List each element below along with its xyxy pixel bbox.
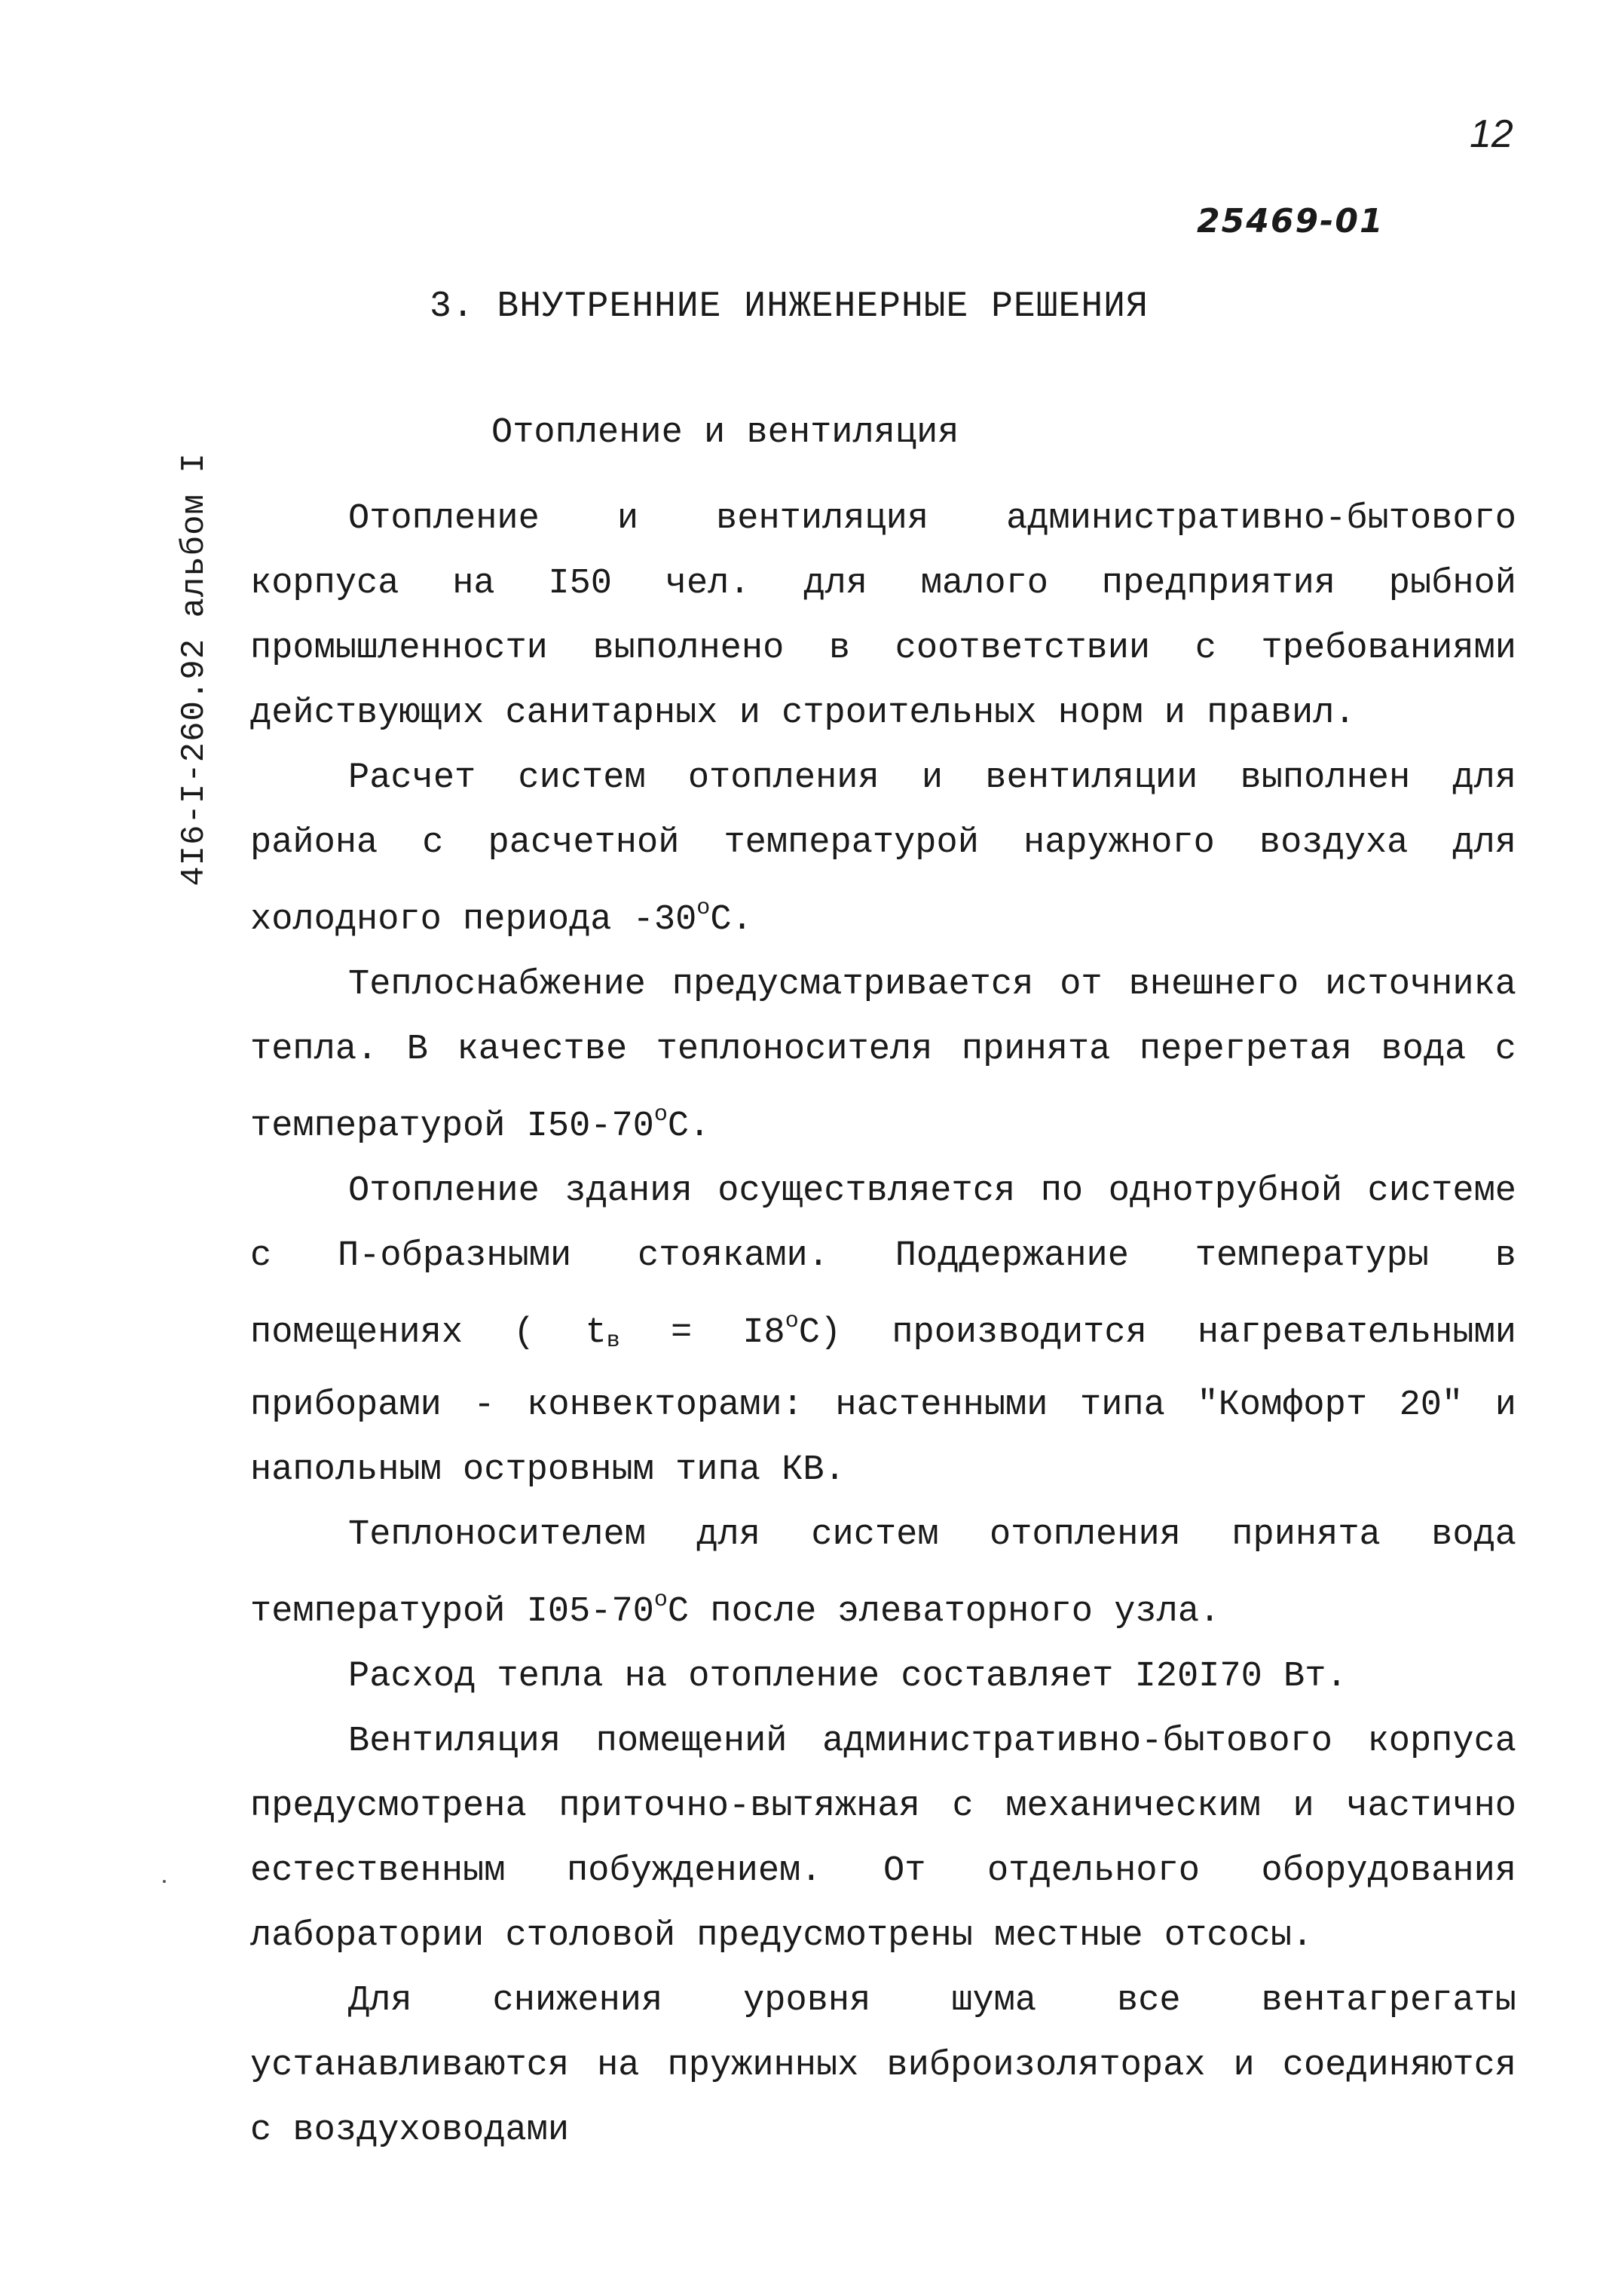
document-code: 25469-01 xyxy=(1197,202,1384,240)
subsection-heading: Отопление и вентиляция xyxy=(491,413,959,453)
degree-mark: о xyxy=(696,895,711,921)
paragraph-5 xyxy=(250,1503,1516,1645)
paragraph-8 xyxy=(250,1969,1516,2163)
margin-dot xyxy=(163,1880,166,1883)
paragraph-4-tail: С) производится нагревательными приборами - конвекторами: настенными типа "Комфорт 20" и напольным островным типа КВ. xyxy=(250,1313,1516,1490)
paragraph-6-text: Расход тепла на отопление составляет I20I70 Вт. xyxy=(348,1657,1348,1697)
paragraph-2-text: Расчет систем отопления и вентиляции выполнен для района с расчетной температурой наружного воздуха для холодного периода -30 xyxy=(250,758,1516,940)
paragraph-5-text: Теплоносителем для систем отопления принята вода температурой I05-70 xyxy=(250,1515,1516,1632)
paragraph-2-tail: С. xyxy=(710,900,753,940)
side-label: 4I6-I-260.92 альбом I xyxy=(176,452,213,886)
paragraph-3-text: Теплоснабжение предусматривается от внешнего источника тепла. В качестве теплоносителя принята перегретая вода с температурой I50-70 xyxy=(250,965,1516,1146)
paragraph-3-tail: С. xyxy=(667,1107,711,1146)
paragraph-1 xyxy=(250,487,1516,746)
section-heading: 3. ВНУТРЕННИЕ ИНЖЕНЕРНЫЕ РЕШЕНИЯ xyxy=(430,286,1149,327)
paragraph-5-tail: С после элеваторного узла. xyxy=(667,1592,1221,1632)
paragraph-4-text: Отопление здания осуществляется по однотрубной системе с П-образными стояками. Поддержание температуры в помещениях ( t xyxy=(250,1171,1516,1353)
degree-mark: о xyxy=(653,1587,668,1613)
paragraph-1-text: Отопление и вентиляция административно-бытового корпуса на I50 чел. для малого предприятия рыбной промышленности выполнено в соответствии с требованиями действующих санитарных и строительных норм и правил. xyxy=(250,499,1516,733)
paragraph-6 xyxy=(250,1645,1516,1710)
page-number: 12 xyxy=(1470,112,1513,156)
paragraph-3 xyxy=(250,953,1516,1159)
paragraph-4 xyxy=(250,1159,1516,1503)
paragraph-4-mid: = I8 xyxy=(620,1313,785,1353)
degree-mark: о xyxy=(785,1309,799,1334)
paragraph-2 xyxy=(250,746,1516,953)
paragraph-8-text: Для снижения уровня шума все вентагрегаты устанавливаются на пружинных виброизоляторах и соединяются с воздуховодами xyxy=(250,1981,1516,2151)
body-text xyxy=(250,487,1516,2163)
degree-mark: о xyxy=(653,1102,668,1128)
paragraph-7 xyxy=(250,1710,1516,1969)
subscript-mark: в xyxy=(606,1328,620,1354)
paragraph-7-text: Вентиляция помещений административно-бытового корпуса предусмотрена приточно-вытяжная с механическим и частично естественным побуждением. От отдельного оборудования лаборатории столовой предусмотрены местные отсосы. xyxy=(250,1722,1516,1956)
